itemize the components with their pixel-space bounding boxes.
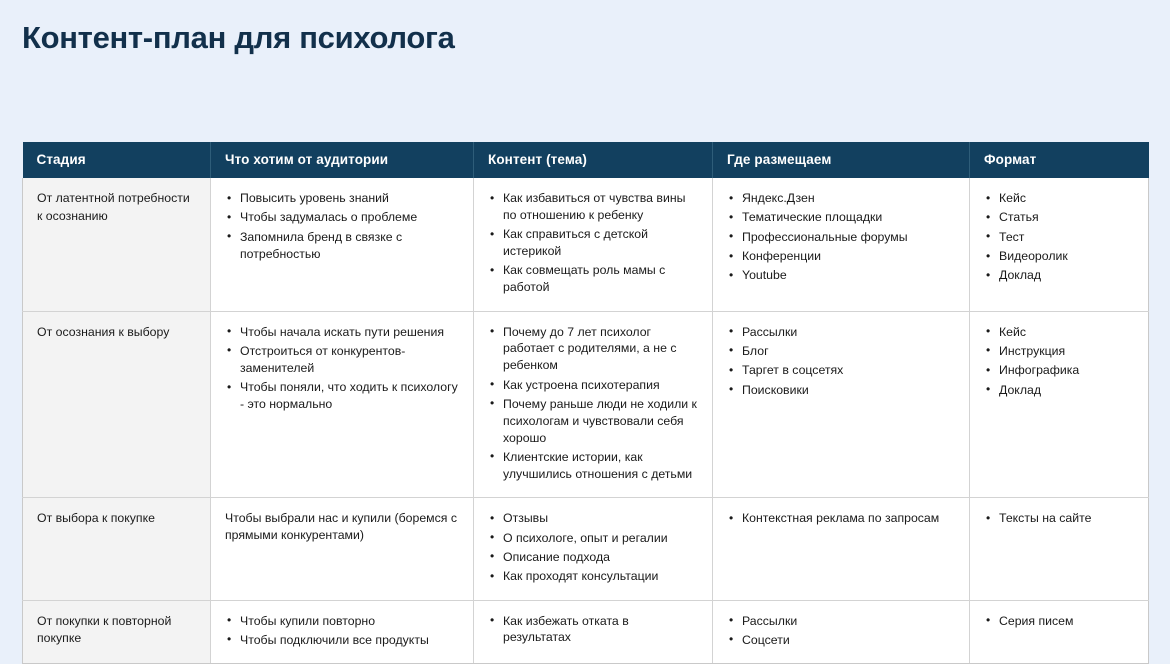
list-item: • Таргет в соцсетях: [742, 362, 955, 379]
cell-audience-goal: [211, 600, 474, 664]
cell-format: [970, 498, 1149, 600]
stage-label: От выбора к покупке: [37, 511, 155, 526]
column-header-audience-goal: Что хотим от аудитории: [211, 142, 474, 178]
audience-goal-text: Чтобы выбрали нас и купили (боремся с прямыми конкурентами): [225, 511, 457, 542]
table-body: [23, 178, 1149, 664]
cell-format: [970, 311, 1149, 498]
list-item: • Как избежать отката в результатах: [503, 613, 698, 647]
list-item: • Как справиться с детской истерикой: [503, 226, 698, 260]
list-item: • Youtube: [742, 267, 955, 284]
cell-placement: [713, 311, 970, 498]
cell-content-topic: [474, 600, 713, 664]
format-list: [984, 324, 1134, 399]
audience-goal-list: [225, 324, 459, 413]
cell-content-topic: [474, 178, 713, 311]
audience-goal-list: [225, 613, 459, 649]
cell-format: [970, 600, 1149, 664]
list-item: • Яндекс.Дзен: [742, 190, 955, 207]
format-list: [984, 190, 1134, 284]
cell-placement: [713, 498, 970, 600]
list-item: • Соцсети: [742, 632, 955, 649]
table-row: [23, 311, 1149, 498]
list-item: • Описание подхода: [503, 549, 698, 566]
cell-content-topic: [474, 311, 713, 498]
column-header-format: Формат: [970, 142, 1149, 178]
list-item: • Чтобы начала искать пути решения: [240, 324, 459, 341]
cell-audience-goal: [211, 178, 474, 311]
cell-content-topic: [474, 498, 713, 600]
list-item: • Кейс: [999, 190, 1134, 207]
cell-audience-goal: [211, 498, 474, 600]
list-item: • Блог: [742, 343, 955, 360]
table-row: [23, 498, 1149, 600]
cell-stage: [23, 498, 211, 600]
list-item: • Отзывы: [503, 510, 698, 527]
list-item: • Как избавиться от чувства вины по отношению к ребенку: [503, 190, 698, 224]
table-row: [23, 178, 1149, 311]
list-item: • Доклад: [999, 382, 1134, 399]
cell-stage: [23, 311, 211, 498]
list-item: • Чтобы подключили все продукты: [240, 632, 459, 649]
list-item: • Почему раньше люди не ходили к психологам и чувствовали себя хорошо: [503, 396, 698, 447]
list-item: • Доклад: [999, 267, 1134, 284]
list-item: • Поисковики: [742, 382, 955, 399]
list-item: • Как устроена психотерапия: [503, 377, 698, 394]
content-topic-list: [488, 510, 698, 585]
table-header-row: [23, 142, 1149, 178]
content-plan-table-wrapper: [22, 142, 1148, 664]
list-item: • Рассылки: [742, 613, 955, 630]
stage-label: От осознания к выбору: [37, 324, 170, 339]
list-item: • Тексты на сайте: [999, 510, 1134, 527]
cell-stage: [23, 178, 211, 311]
list-item: • Контекстная реклама по запросам: [742, 510, 955, 527]
cell-placement: [713, 600, 970, 664]
cell-placement: [713, 178, 970, 311]
list-item: • Запомнила бренд в связке с потребностью: [240, 229, 459, 263]
list-item: • Профессиональные форумы: [742, 229, 955, 246]
list-item: • Кейс: [999, 324, 1134, 341]
content-topic-list: [488, 324, 698, 483]
column-header-placement: Где размещаем: [713, 142, 970, 178]
list-item: • Серия писем: [999, 613, 1134, 630]
table-header: [23, 142, 1149, 178]
cell-stage: [23, 600, 211, 664]
cell-audience-goal: [211, 311, 474, 498]
stage-label: От латентной потребности к осознанию: [37, 191, 190, 223]
list-item: • Чтобы задумалась о проблеме: [240, 209, 459, 226]
content-plan-table: [22, 142, 1149, 664]
format-list: [984, 510, 1134, 527]
list-item: • Отстроиться от конкурентов-заменителей: [240, 343, 459, 377]
audience-goal-list: [225, 190, 459, 262]
list-item: • О психологе, опыт и регалии: [503, 530, 698, 547]
column-header-stage: Стадия: [23, 142, 211, 178]
list-item: • Как проходят консультации: [503, 568, 698, 585]
list-item: • Как совмещать роль мамы с работой: [503, 262, 698, 296]
list-item: • Инфографика: [999, 362, 1134, 379]
content-topic-list: [488, 190, 698, 296]
format-list: [984, 613, 1134, 630]
content-topic-list: [488, 613, 698, 647]
placement-list: [727, 324, 955, 399]
placement-list: [727, 190, 955, 284]
list-item: • Почему до 7 лет психолог работает с родителями, а не с ребенком: [503, 324, 698, 375]
list-item: • Чтобы купили повторно: [240, 613, 459, 630]
list-item: • Конференции: [742, 248, 955, 265]
list-item: • Инструкция: [999, 343, 1134, 360]
list-item: • Чтобы поняли, что ходить к психологу - это нормально: [240, 379, 459, 413]
placement-list: [727, 613, 955, 649]
list-item: • Статья: [999, 209, 1134, 226]
column-header-content-topic: Контент (тема): [474, 142, 713, 178]
list-item: • Тест: [999, 229, 1134, 246]
cell-format: [970, 178, 1149, 311]
list-item: • Рассылки: [742, 324, 955, 341]
list-item: • Повысить уровень знаний: [240, 190, 459, 207]
stage-label: От покупки к повторной покупке: [37, 613, 172, 646]
list-item: • Клиентские истории, как улучшились отношения с детьми: [503, 449, 698, 483]
placement-list: [727, 510, 955, 527]
list-item: • Тематические площадки: [742, 209, 955, 226]
page-title: Контент-план для психолога: [22, 20, 455, 55]
table-row: [23, 600, 1149, 664]
list-item: • Видеоролик: [999, 248, 1134, 265]
